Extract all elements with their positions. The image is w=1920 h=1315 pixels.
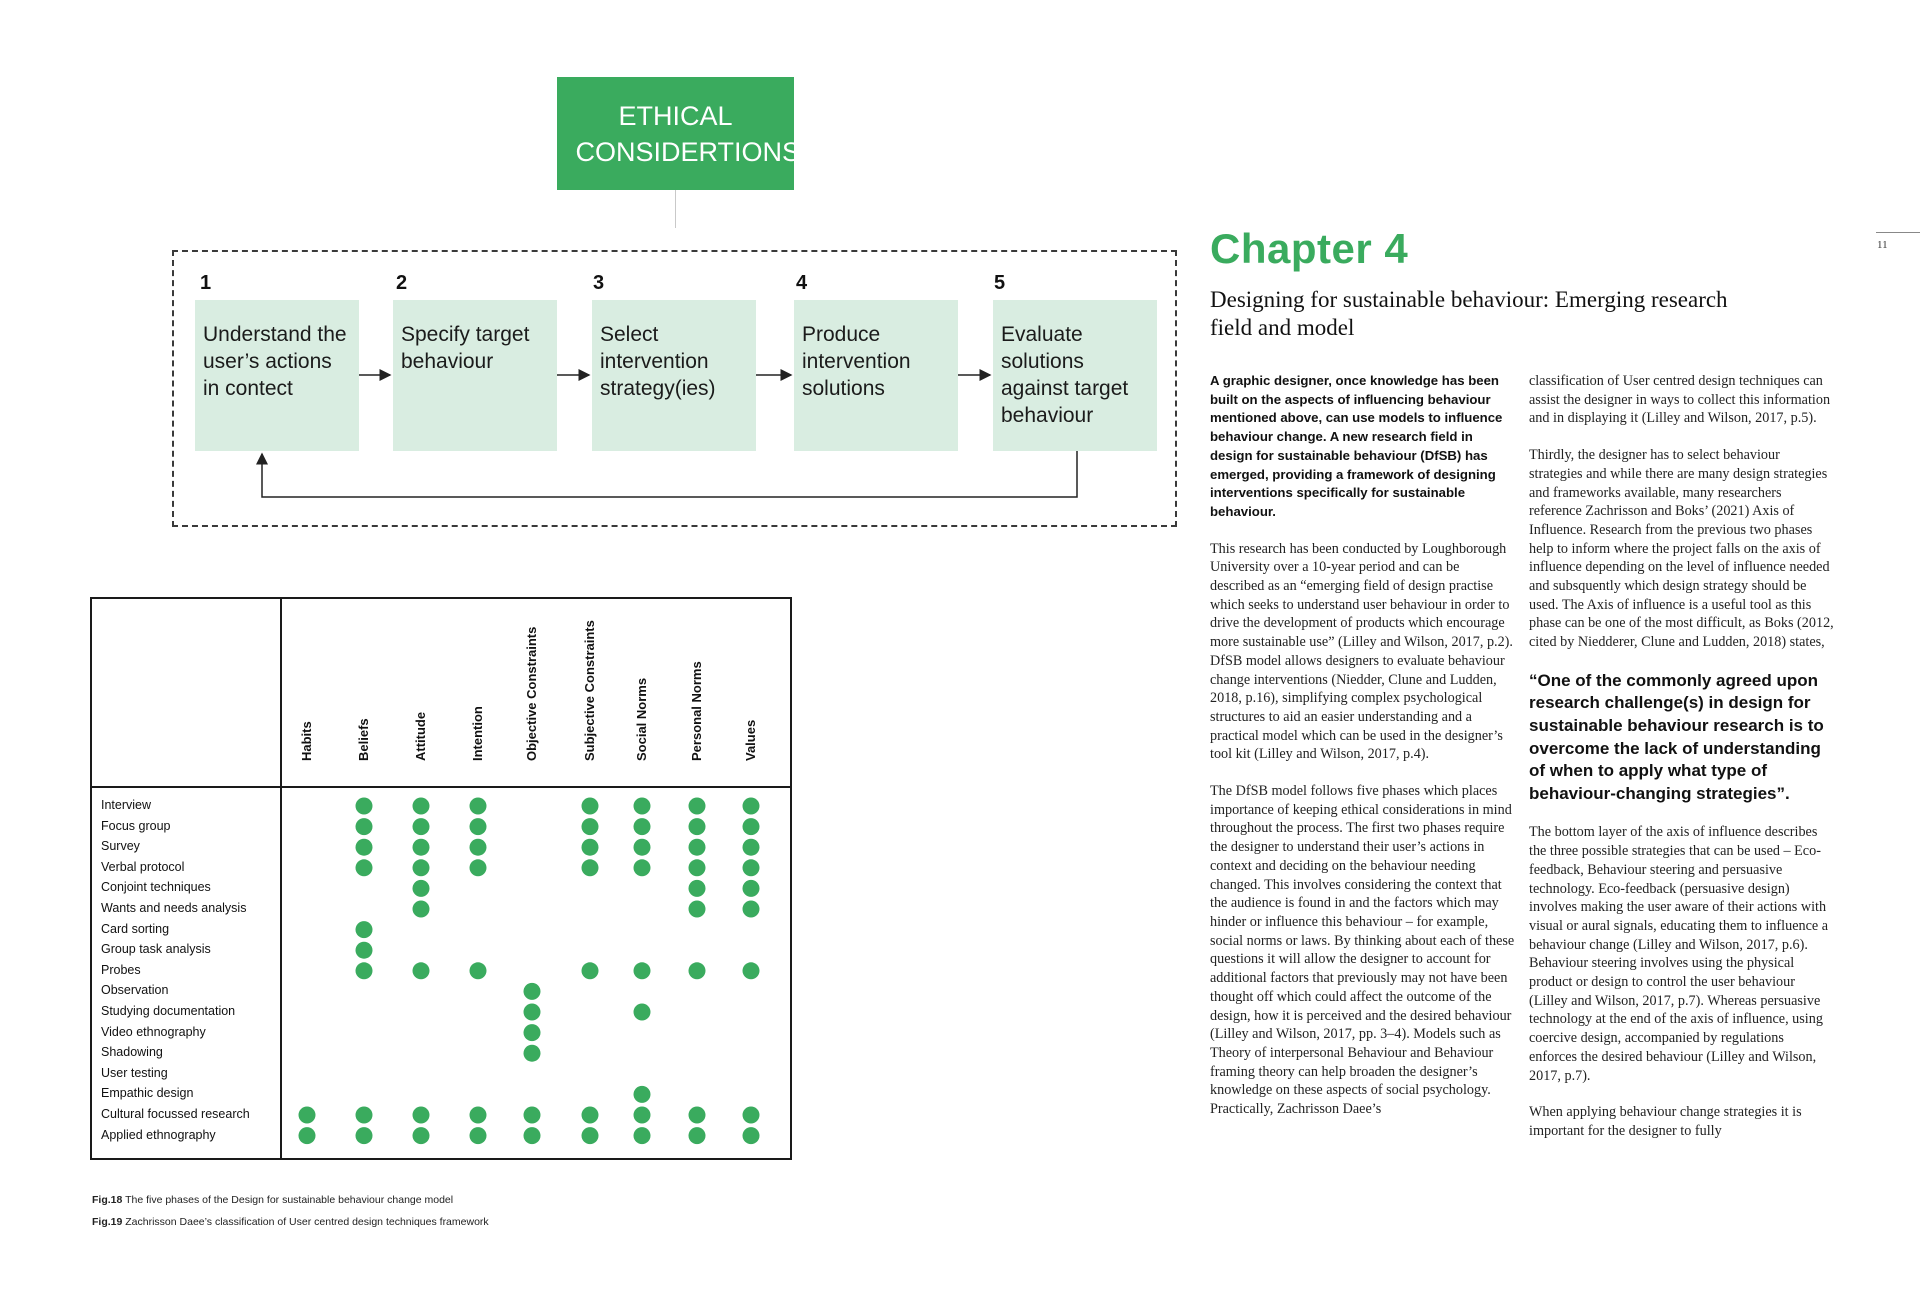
matrix-dot (582, 1127, 599, 1144)
body-paragraph: When applying behaviour change strategies it is important for the designer to fully (1529, 1104, 1802, 1139)
matrix-dot (356, 1127, 373, 1144)
matrix-dot (470, 818, 487, 835)
matrix-row-label: Card sorting (101, 921, 170, 936)
matrix-dot (634, 1086, 651, 1103)
matrix-dot (524, 1004, 541, 1021)
step-label: Select intervention strategy(ies) (600, 323, 716, 400)
step-label: Understand the user’s actions in contect (203, 323, 347, 400)
matrix-dot (634, 1004, 651, 1021)
matrix-dot (743, 880, 760, 897)
chapter-title: Chapter 4 (1210, 225, 1409, 272)
matrix-dot (413, 1127, 430, 1144)
matrix-dot (689, 1127, 706, 1144)
matrix-dot (413, 1107, 430, 1124)
step-label: Specify target behaviour (401, 323, 530, 373)
pull-quote: “One of the commonly agreed upon research challenge(s) in design for sustainable behaviour research is to overcome the lack of understanding of when to apply what type of behaviour-changing strategies”. (1529, 670, 1824, 803)
fig-text: Zachrisson Daee’s classification of User centred design techniques framework (122, 1216, 489, 1228)
matrix-dot (524, 1045, 541, 1062)
matrix-dot (689, 1107, 706, 1124)
body-column-left (1210, 372, 1515, 1137)
matrix-row-label: Observation (101, 983, 169, 998)
matrix-dot (470, 962, 487, 979)
matrix-dot (582, 962, 599, 979)
column-header-label: Attitude (413, 711, 428, 761)
fig-text: The five phases of the Design for sustainable behaviour change model (122, 1194, 454, 1206)
matrix-dot (299, 1107, 316, 1124)
matrix-dot (413, 901, 430, 918)
matrix-dot (743, 798, 760, 815)
ethical-considerations-label: ETHICAL CONSIDERTIONS (575, 100, 801, 167)
matrix-dot (582, 798, 599, 815)
matrix-dot (470, 798, 487, 815)
step-number-5: 5 (994, 272, 1006, 294)
matrix-dot (356, 818, 373, 835)
matrix-dot (743, 901, 760, 918)
matrix-dot (524, 1024, 541, 1041)
matrix-row-label: Empathic design (101, 1086, 194, 1101)
matrix-dot (356, 839, 373, 856)
matrix-dot (689, 818, 706, 835)
matrix-dot (356, 962, 373, 979)
page-number: 11 (1877, 239, 1888, 251)
matrix-dot (413, 839, 430, 856)
lead-paragraph: A graphic designer, once knowledge has been built on the aspects of influencing behaviour mentioned above, can use models to influence behaviour change. A new research field in design for sustainable behaviour (DfSB) has emerged, providing a framework of designing interventions specifically for sustainable behaviour. (1210, 373, 1503, 519)
matrix-dot (413, 859, 430, 876)
chapter-subtitle: Designing for sustainable behaviour: Emerging research field and model (1210, 287, 1728, 340)
matrix-row-label: Interview (101, 798, 152, 812)
matrix-dot (689, 839, 706, 856)
column-header-label: Values (743, 719, 758, 761)
step-number-1: 1 (200, 272, 212, 294)
matrix-dot (582, 818, 599, 835)
matrix-dot (470, 839, 487, 856)
matrix-row-label: Applied ethnography (101, 1127, 216, 1142)
matrix-row-label: Survey (101, 839, 140, 854)
matrix-dot (524, 1107, 541, 1124)
matrix-row-label: Studying documentation (101, 1004, 236, 1018)
matrix-dot (634, 818, 651, 835)
body-paragraph: The DfSB model follows five phases which places importance of keeping ethical considerations in mind throughout the process. The first two phases require the designer to understand their user’s actions in context and deciding on the behaviour needing changed. This involves considering the context that the audience is found in and the factors which may hinder or influence this behaviour – for example, social norms or laws. By thinking about each of these questions it will allow the designer to account for additional factors that previously may not have been thought off which could affect the outcome of the design, how it is perceived and the desired behaviour (Lilley and Wilson, 2017, pp. 3–4). Models such as Theory of interpersonal Behaviour and Behaviour framing theory can help broaden the designer’s knowledge on these aspects of social psychology. Practically, Zachrisson Daee’s (1210, 783, 1515, 1118)
matrix-dot (524, 983, 541, 1000)
matrix-dot (689, 859, 706, 876)
matrix-dot (470, 1107, 487, 1124)
matrix-dot (582, 859, 599, 876)
figure-18-caption (92, 1194, 453, 1206)
step-number-4: 4 (796, 272, 808, 294)
column-header-label: Social Norms (634, 677, 649, 761)
matrix-row-label: Conjoint techniques (101, 880, 211, 895)
body-paragraph: This research has been conducted by Loughborough University over a 10-year period and can be described as an “emerging field of design practise which seeks to understand user behaviour in order to drive the development of products which encourage more sustainable use” (Lilley and Wilson, 2017, p.2). DfSB model allows designers to evaluate behaviour change interventions (Niedder, Clune and Ludden, 2018, p.16), simplifying complex psychological structures to aid an easier understanding and a practical model which can be used in the designer’s tool kit (Lilley and Wilson, 2017, p.4). (1210, 540, 1513, 763)
matrix-dot (356, 859, 373, 876)
matrix-dot (634, 798, 651, 815)
matrix-dot (413, 880, 430, 897)
column-header-label: Intention (470, 706, 485, 761)
matrix-row-label: User testing (101, 1065, 168, 1080)
fig-label: Fig.18 (92, 1194, 123, 1206)
body-paragraph: Thirdly, the designer has to select behaviour strategies and while there are many design strategies and frameworks available, many researchers reference Zachrisson and Boks’ (2021) Axis of Influence. Research from the previous two phases help to inform where the project falls on the axis of influence depending on the level of influence needed and subsquently which design strategy should be used. The Axis of influence is a useful tool as this phase can be one of the most difficult, as Boks (2012, cited by Niedderer, Clune and Ludden, 2018) states, (1529, 447, 1834, 651)
matrix-row-label: Focus group (101, 818, 171, 833)
column-header-label: Personal Norms (689, 661, 704, 761)
matrix-dot (413, 962, 430, 979)
matrix-dot (689, 798, 706, 815)
matrix-dot (356, 798, 373, 815)
matrix-dot (634, 859, 651, 876)
matrix-dot (689, 880, 706, 897)
step-label: Evaluate solutions against target behaviour (1001, 323, 1129, 427)
matrix-dot (743, 1127, 760, 1144)
matrix-dot (470, 1127, 487, 1144)
matrix-row-label: Shadowing (101, 1045, 163, 1060)
matrix-dot (634, 1107, 651, 1124)
matrix-dot (689, 901, 706, 918)
matrix-dot (470, 859, 487, 876)
fig-label: Fig.19 (92, 1216, 123, 1228)
matrix-dot (634, 962, 651, 979)
figure-19-caption (92, 1216, 489, 1228)
step-label: Produce intervention solutions (802, 323, 911, 400)
diagram-arrows (0, 0, 1200, 540)
body-column-right (1529, 372, 1834, 1159)
matrix-dot (524, 1127, 541, 1144)
matrix-dot (582, 1107, 599, 1124)
matrix-dot (413, 798, 430, 815)
matrix-dot (582, 839, 599, 856)
matrix-dot (743, 818, 760, 835)
body-paragraph: classification of User centred design techniques can assist the designer in ways to collect this information and in displaying it (Lilley and Wilson, 2017, p.5). (1529, 373, 1831, 427)
feedback-loop-arrow (262, 451, 1077, 497)
matrix-dot (634, 1127, 651, 1144)
step-number-2: 2 (396, 272, 408, 294)
matrix-row-label: Cultural focussed research (101, 1107, 250, 1121)
column-header-label: Objective Constraints (524, 626, 539, 761)
body-paragraph: The bottom layer of the axis of influence describes the three possible strategies that can be used – Eco-feedback, Behaviour steering and persuasive technology. Eco-feedback (persuasive design) involves making the user aware of their actions with visual or aural signals, educating them to influence a behaviour change (Lilley and Wilson, 2017, p.6). Behaviour steering involves using the physical product or design to control the user behaviour (Lilley and Wilson, 2017, p.7). Whereas persuasive technology at the end of the axis of influence, using coercive design, accompanied by regulations enforces the desired behaviour (Lilley and Wilson, 2017, p.7). (1529, 824, 1829, 1084)
matrix-dot (356, 921, 373, 938)
column-header-label: Beliefs (356, 718, 371, 761)
matrix-grid (90, 597, 792, 1160)
matrix-dot (299, 1127, 316, 1144)
matrix-dot (356, 942, 373, 959)
matrix-dot (413, 818, 430, 835)
matrix-row-label: Group task analysis (101, 942, 211, 957)
matrix-row-label: Verbal protocol (101, 859, 185, 874)
matrix-dot (743, 1107, 760, 1124)
matrix-dot (689, 962, 706, 979)
column-header-label: Habits (299, 721, 314, 761)
matrix-dot (634, 839, 651, 856)
matrix-dot (743, 859, 760, 876)
column-header-label: Subjective Constraints (582, 620, 597, 761)
matrix-row-label: Wants and needs analysis (101, 901, 247, 915)
page-number-rule (1876, 232, 1920, 233)
matrix-row-label: Probes (101, 962, 141, 977)
matrix-dot (743, 962, 760, 979)
step-number-3: 3 (593, 272, 605, 294)
matrix-row-label: Video ethnography (101, 1024, 206, 1039)
matrix-dot (743, 839, 760, 856)
matrix-dot (356, 1107, 373, 1124)
